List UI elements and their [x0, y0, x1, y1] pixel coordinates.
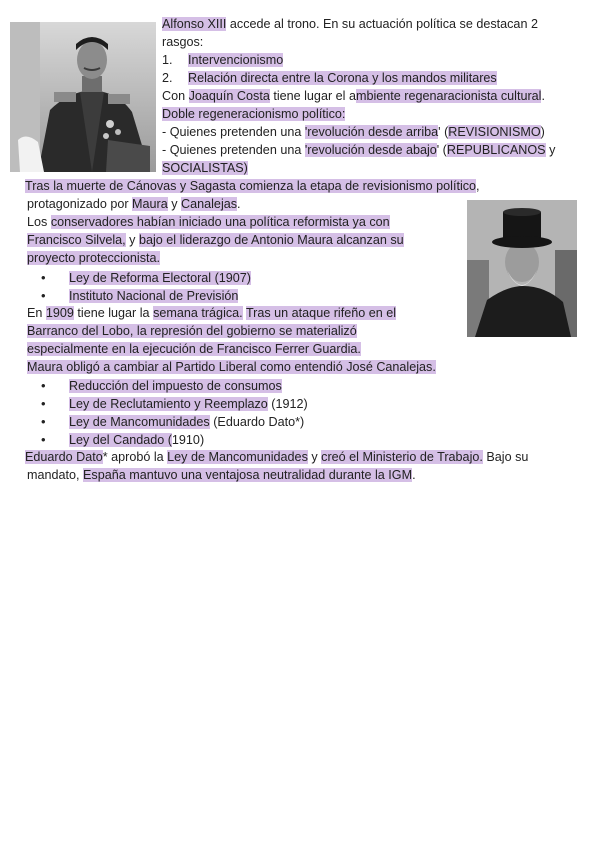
revisionismo-line-4: Francisco Silvela, y bajo el liderazgo de Antonio Maura alcanzan su	[27, 233, 404, 247]
canalejas-laws-list	[27, 377, 308, 449]
list-item: • Reducción del impuesto de consumos	[27, 377, 308, 395]
antonio-maura-photo	[467, 200, 577, 337]
list-item: • Ley de Reforma Electoral (1907)	[27, 269, 251, 287]
feature-item-2: 2. Relación directa entre la Corona y los mandos militares	[162, 71, 497, 85]
dato-line-2: mandato, España mantuvo una ventajosa neutralidad durante la IGM.	[27, 468, 416, 482]
revisionismo-line-3: Los conservadores habían iniciado una política reformista ya con	[27, 215, 390, 229]
semana-line-4: Maura obligó a cambiar al Partido Liberal como entendió José Canalejas.	[27, 360, 436, 374]
doble-regeneracionismo-heading: Doble regeneracionismo político:	[162, 107, 346, 121]
costa-line: Con Joaquín Costa tiene lugar el ambiente regenaracionista cultural.	[162, 89, 545, 103]
socialistas-line: SOCIALISTAS)	[162, 161, 248, 175]
dato-line-1: Eduardo Dato* aprobó la Ley de Mancomunidades y creó el Ministerio de Trabajo. Bajo su	[25, 450, 529, 464]
revisionismo-line-5: proyecto proteccionista.	[27, 251, 161, 265]
feature-item-1: 1. Intervencionismo	[162, 53, 284, 67]
revolucion-arriba-line: - Quienes pretenden una 'revolución desde arriba' (REVISIONISMO)	[162, 125, 545, 139]
semana-line-1: En 1909 tiene lugar la semana trágica. Tras un ataque rifeño en el	[27, 306, 397, 320]
revisionismo-line-1: Tras la muerte de Cánovas y Sagasta comienza la etapa de revisionismo político,	[25, 179, 480, 193]
semana-line-2: Barranco del Lobo, la represión del gobierno se materializó	[27, 324, 357, 338]
intro-line-1: Alfonso XIII accede al trono. En su actuación política se destacan 2	[162, 17, 538, 31]
maura-laws-list	[27, 269, 251, 305]
revolucion-abajo-line: - Quienes pretenden una 'revolución desde abajo' (REPUBLICANOS y	[162, 143, 556, 157]
alfonso-xiii-photo	[10, 22, 156, 172]
semana-line-3: especialmente en la ejecución de Francisco Ferrer Guardia.	[27, 342, 361, 356]
alfonso-xiii-name: Alfonso XIII	[162, 17, 227, 31]
list-item: • Instituto Nacional de Previsión	[27, 287, 251, 305]
intro-line-2: rasgos:	[162, 35, 204, 49]
list-item: • Ley del Candado (1910)	[27, 431, 308, 449]
list-item: • Ley de Reclutamiento y Reemplazo (1912)	[27, 395, 308, 413]
list-item: • Ley de Mancomunidades (Eduardo Dato*)	[27, 413, 308, 431]
revisionismo-line-2: protagonizado por Maura y Canalejas.	[27, 197, 241, 211]
